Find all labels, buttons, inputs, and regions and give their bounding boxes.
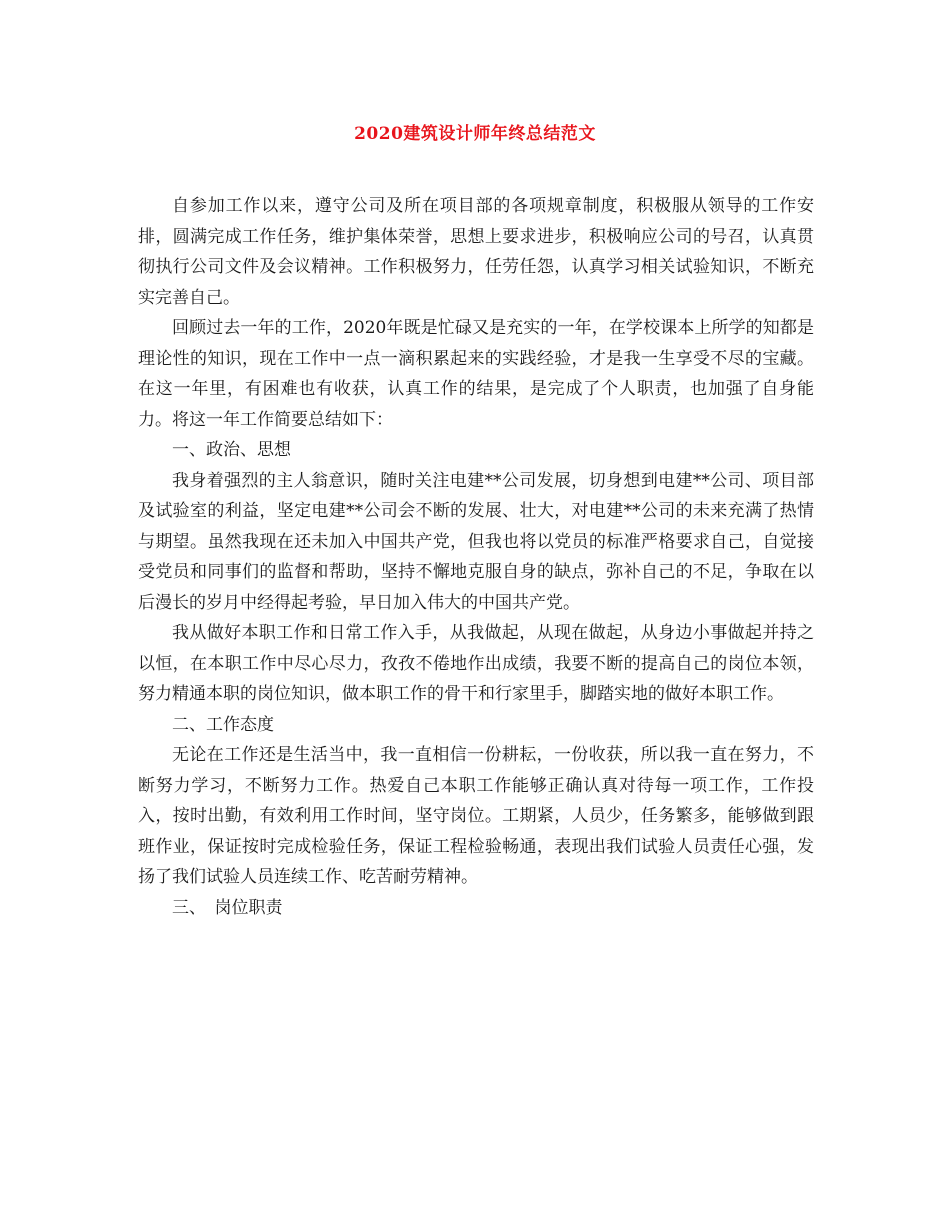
paragraph-intro: 自参加工作以来，遵守公司及所在项目部的各项规章制度，积极服从领导的工作安排，圆满完成工作任务，维护集体荣誉，思想上要求进步，积极响应公司的号召，认真贯彻执行公司文件及会议精神。工作积极努力，任劳任怨，认真学习相关试验知识，不断充实完善自己。 — [138, 196, 814, 308]
paragraph-review: 回顾过去一年的工作，2020年既是忙碌又是充实的一年，在学校课本上所学的知都是理论性的知识，现在工作中一点一滴积累起来的实践经验，才是我一生享受不尽的宝藏。在这一年里，有困难也有收获，认真工作的结果，是完成了个人职责，也加强了自身能力。将这一年工作简要总结如下： — [138, 318, 814, 430]
section-heading-politics: 一、政治、思想 — [172, 440, 291, 460]
section-heading-responsibility: 三、 岗位职责 — [172, 897, 283, 918]
document-body — [138, 191, 814, 923]
section-heading-attitude: 二、工作态度 — [172, 714, 274, 735]
document-title: 2020建筑设计师年终总结范文 — [354, 124, 596, 144]
paragraph-duty: 我从做好本职工作和日常工作入手，从我做起，从现在做起，从身边小事做起并持之以恒，在本职工作中尽心尽力，孜孜不倦地作出成绩，我要不断的提高自己的岗位本领，努力精通本职的岗位知识，做本职工作的骨干和行家里手，脚踏实地的做好本职工作。 — [138, 623, 814, 704]
paragraph-politics: 我身着强烈的主人翁意识，随时关注电建**公司发展，切身想到电建**公司、项目部及试验室的利益，坚定电建**公司会不断的发展、壮大，对电建**公司的未来充满了热情与期望。虽然我现在还未加入中国共产党，但我也将以党员的标准严格要求自己，自觉接受党员和同事们的监督和帮助，坚持不懈地克服自身的缺点，弥补自己的不足，争取在以后漫长的岁月中经得起考验，早日加入伟大的中国共产党。 — [138, 470, 814, 613]
paragraph-attitude: 无论在工作还是生活当中，我一直相信一份耕耘，一份收获，所以我一直在努力，不断努力学习，不断努力工作。热爱自己本职工作能够正确认真对待每一项工作，工作投入，按时出勤，有效利用工作时间，坚守岗位。工期紧，人员少，任务繁多，能够做到跟班作业，保证按时完成检验任务，保证工程检验畅通，表现出我们试验人员责任心强，发扬了我们试验人员连续工作、吃苦耐劳精神。 — [138, 745, 814, 887]
